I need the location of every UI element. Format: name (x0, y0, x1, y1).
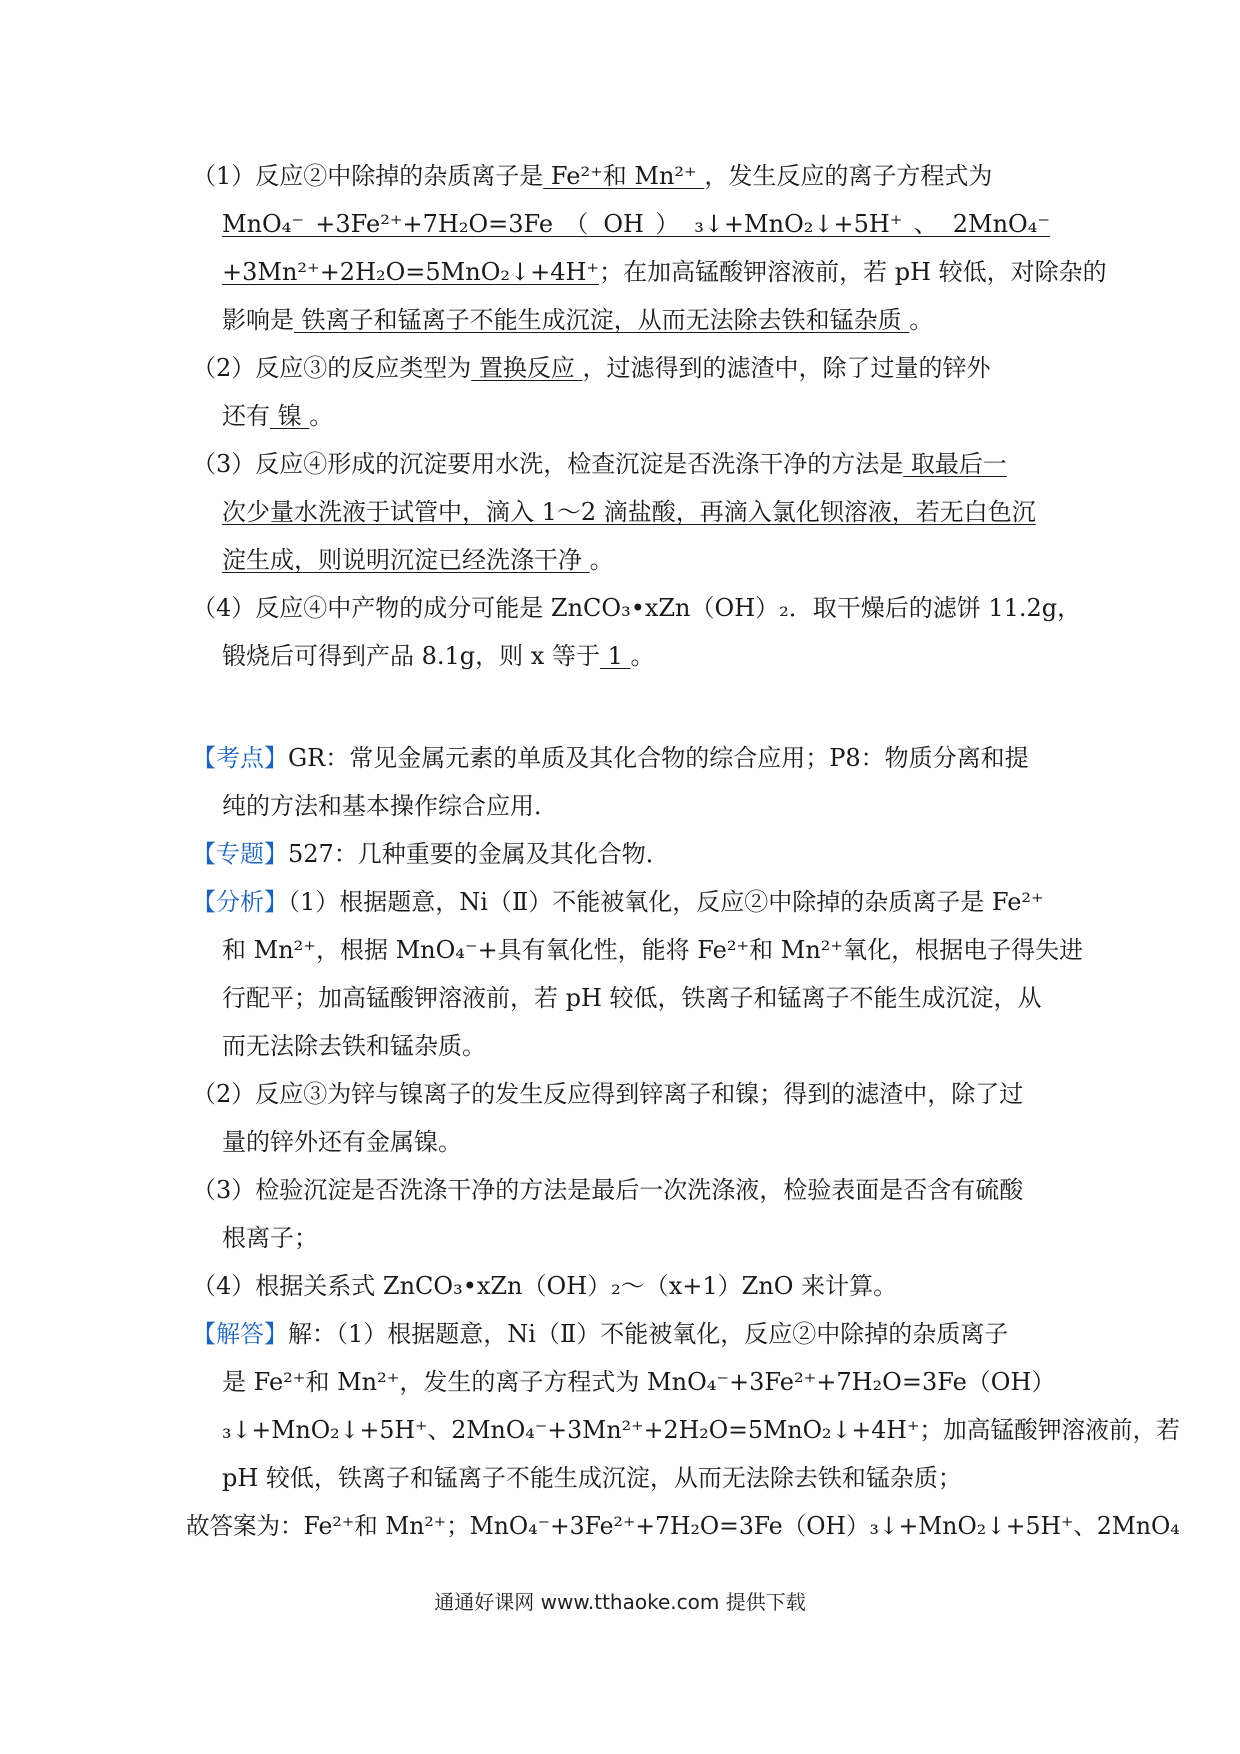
kaodian-text-2: 纯的方法和基本操作综合应用． (222, 792, 558, 820)
kaodian-line1 (192, 742, 1029, 774)
fenxi-p2-line2 (222, 1126, 462, 1158)
q3-line3 (222, 544, 614, 576)
q2-answer-nickel: 镍 (270, 402, 310, 430)
fenxi-line2 (222, 934, 1083, 966)
q1-line4 (222, 304, 933, 336)
kaodian-label: 【考点】 (192, 744, 288, 772)
footer-text: 通通好课网 www.tthaoke.com 提供下载 (434, 1590, 806, 1614)
jieda-text-5: 故答案为：Fe²⁺和 Mn²⁺；MnO₄⁻+3Fe²⁺+7H₂O=3Fe（OH）₃↓+MnO₂↓+5H⁺、2MnO₄ (186, 1512, 1180, 1540)
zhuanti-text: 527：几种重要的金属及其化合物． (288, 840, 670, 868)
q1-line4-tail: 。 (909, 306, 934, 334)
fenxi-line4 (222, 1030, 486, 1062)
q1-answer-ions: Fe²⁺和 Mn²⁺ (543, 162, 705, 190)
q4-line2-text: 锻烧后可得到产品 8.1g，则 x 等于 (222, 642, 600, 670)
q1-line4-text: 影响是 (222, 306, 294, 334)
jieda-line2 (222, 1366, 1055, 1398)
q3-line1-text: （3）反应④形成的沉淀要用水洗，检查沉淀是否洗涤干净的方法是 (192, 450, 904, 478)
q1-line1 (192, 160, 992, 192)
fenxi-p3-line1 (192, 1174, 1023, 1206)
q3-answer-start: 取最后一 (903, 450, 1007, 478)
jieda-line4 (222, 1462, 962, 1494)
q3-line1 (192, 448, 1007, 480)
q1-answer-equation-2: +3Mn²⁺+2H₂O=5MnO₂↓+4H⁺ (222, 258, 600, 286)
fenxi-p4-text: （4）根据关系式 ZnCO₃•xZn（OH）₂～（x+1）ZnO 来计算。 (192, 1272, 898, 1300)
q1-line3 (222, 256, 1107, 288)
q2-line2-tail: 。 (309, 402, 334, 430)
q4-line2 (222, 640, 654, 672)
fenxi-p4-line (192, 1270, 897, 1302)
q2-line2 (222, 400, 333, 432)
fenxi-p2-line1 (192, 1078, 1023, 1110)
q1-answer-equation-1: MnO₄⁻ +3Fe²⁺+7H₂O=3Fe （ OH ） ₃↓+MnO₂↓+5H⁺ 、 2MnO₄⁻ (222, 210, 1050, 238)
q1-line2 (222, 208, 1050, 240)
fenxi-text-1: （1）根据题意，Ni（Ⅱ）不能被氧化，反应②中除掉的杂质离子是 Fe²⁺ (288, 888, 1044, 916)
q1-answer-effect: 铁离子和锰离子不能生成沉淀，从而无法除去铁和锰杂质 (294, 306, 910, 334)
fenxi-label: 【分析】 (192, 888, 288, 916)
q2-line1-tail: ，过滤得到的滤渣中，除了过量的锌外 (582, 354, 991, 382)
q2-line2-text: 还有 (222, 402, 270, 430)
q1-line1-tail: ，发生反应的离子方程式为 (704, 162, 993, 190)
jieda-label: 【解答】 (192, 1320, 288, 1348)
q3-answer-end: 淀生成，则说明沉淀已经洗涤干净 (222, 546, 590, 574)
fenxi-line1 (192, 886, 1044, 918)
q4-line1 (192, 592, 1081, 624)
jieda-line1 (192, 1318, 1008, 1350)
zhuanti-label: 【专题】 (192, 840, 288, 868)
jieda-line3 (222, 1414, 1180, 1446)
q2-line1 (192, 352, 991, 384)
jieda-text-4: pH 较低，铁离子和锰离子不能生成沉淀，从而无法除去铁和锰杂质； (222, 1464, 962, 1492)
q1-line1-text: （1）反应②中除掉的杂质离子是 (192, 162, 544, 190)
fenxi-p3-text-2: 根离子； (222, 1224, 318, 1252)
q2-answer-reaction-type: 置换反应 (471, 354, 583, 382)
fenxi-p3-text-1: （3）检验沉淀是否洗涤干净的方法是最后一次洗涤液，检验表面是否含有硫酸 (192, 1176, 1024, 1204)
jieda-line5 (186, 1510, 1180, 1542)
jieda-text-3: ₃↓+MnO₂↓+5H⁺、2MnO₄⁻+3Mn²⁺+2H₂O=5MnO₂↓+4H⁺；加高锰酸钾溶液前，若 (222, 1416, 1181, 1444)
fenxi-text-4: 而无法除去铁和锰杂质。 (222, 1032, 486, 1060)
zhuanti-line (192, 838, 670, 870)
q3-answer-middle: 次少量水洗液于试管中，滴入 1～2 滴盐酸，再滴入氯化钡溶液，若无白色沉 (222, 498, 1036, 526)
fenxi-text-3: 行配平；加高锰酸钾溶液前，若 pH 较低，铁离子和锰离子不能生成沉淀，从 (222, 984, 1042, 1012)
q3-line2 (222, 496, 1036, 528)
fenxi-p3-line2 (222, 1222, 318, 1254)
kaodian-line2 (222, 790, 558, 822)
q4-line2-tail: 。 (630, 642, 655, 670)
q4-line1-text: （4）反应④中产物的成分可能是 ZnCO₃•xZn（OH）₂．取干燥后的滤饼 11.2g， (192, 594, 1082, 622)
fenxi-line3 (222, 982, 1042, 1014)
q1-line3-tail: ；在加高锰酸钾溶液前，若 pH 较低，对除杂的 (599, 258, 1107, 286)
jieda-text-2: 是 Fe²⁺和 Mn²⁺，发生的离子方程式为 MnO₄⁻+3Fe²⁺+7H₂O=3Fe（OH） (222, 1368, 1056, 1396)
q4-answer-x: 1 (599, 642, 631, 670)
q3-line3-tail: 。 (589, 546, 614, 574)
jieda-text-1: 解：（1）根据题意，Ni（Ⅱ）不能被氧化，反应②中除掉的杂质离子 (288, 1320, 1009, 1348)
q2-line1-text: （2）反应③的反应类型为 (192, 354, 472, 382)
fenxi-p2-text-2: 量的锌外还有金属镍。 (222, 1128, 462, 1156)
page-footer (0, 1586, 1240, 1615)
fenxi-text-2: 和 Mn²⁺，根据 MnO₄⁻+具有氧化性，能将 Fe²⁺和 Mn²⁺氧化，根据电子得失进 (222, 936, 1084, 964)
fenxi-p2-text-1: （2）反应③为锌与镍离子的发生反应得到锌离子和镍；得到的滤渣中，除了过 (192, 1080, 1024, 1108)
kaodian-text-1: GR：常见金属元素的单质及其化合物的综合应用；P8：物质分离和提 (288, 744, 1029, 772)
